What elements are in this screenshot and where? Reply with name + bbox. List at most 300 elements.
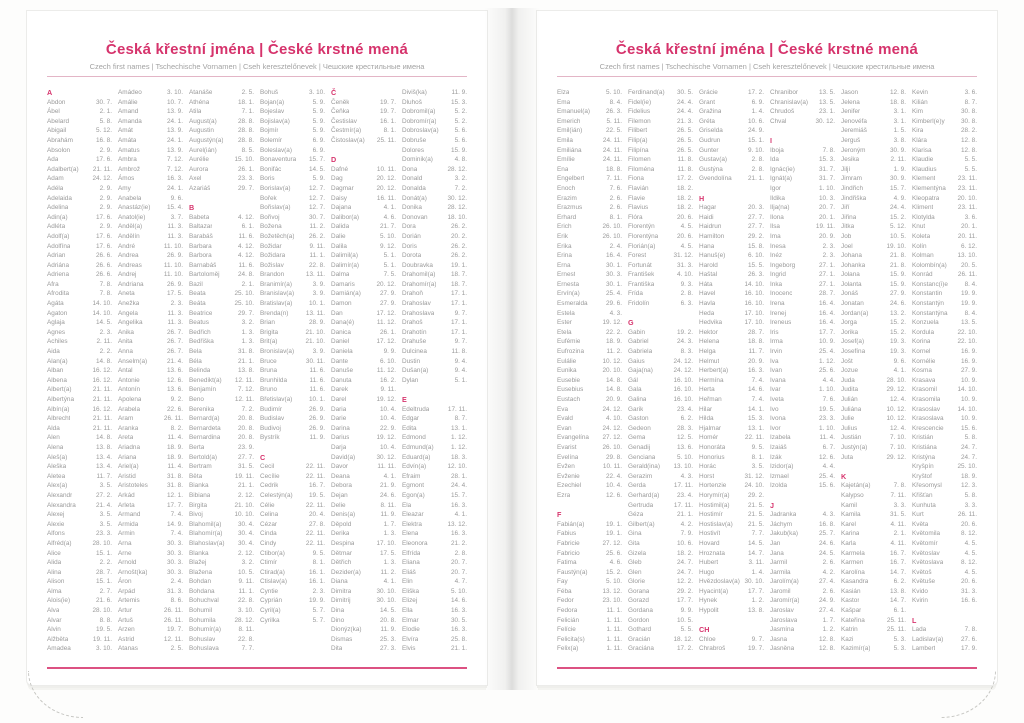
name-day-date: 9. 6. [893,357,906,365]
name-entry [841,414,906,424]
name-day-date: 10. 9. [961,415,977,423]
name-entry [189,453,254,463]
name-day-date: 26. 1. [238,165,254,173]
name-day-date: 29. 8. [606,453,622,461]
given-name: Diana [331,578,348,586]
name-day-date: 9. 9. [383,348,396,356]
name-entry [770,357,835,367]
name-entry [841,318,906,328]
name-day-date: 9. 11. [238,578,254,586]
name-day-date: 4. 4. [822,463,835,471]
name-day-date: 4. 1. [454,511,467,519]
given-name: Bohdan [189,578,212,586]
given-name: Ida [770,156,779,164]
name-day-date: 7. 11. [606,175,622,183]
name-day-date: 10. 5. [677,616,693,624]
name-entry [628,414,693,424]
given-name: Arzen [118,626,135,634]
given-name: Ferdinand(a) [628,89,665,96]
given-name: Areta [118,434,134,442]
name-day-date: 19. 1. [451,261,467,269]
name-day-date: 7. 12. [167,156,183,164]
given-name: Jošt [841,357,853,365]
name-day-date: 18. 9. [167,453,183,461]
given-name: Dante [331,357,349,365]
name-day-date: 2. 3. [822,242,835,250]
given-name: Fedor [557,597,574,605]
given-name: Boleslav(a) [260,146,292,154]
name-day-date: 3. 2. [454,175,467,183]
name-day-date: 5. 9. [312,108,325,116]
name-day-date: 26. 6. [96,271,112,279]
name-entry [557,472,622,482]
name-day-date: 27. 12. [602,434,622,442]
name-entry [189,433,254,443]
given-name: Bohdana [189,587,215,595]
name-entry [331,539,396,549]
given-name: Heřman [699,396,722,403]
name-entry [402,424,467,434]
name-entry [47,395,112,405]
names-column [912,88,977,654]
given-name: Klarisa [912,146,932,154]
name-entry [47,203,112,213]
name-day-date: 26. 9. [167,280,183,288]
name-entry [260,184,325,194]
left-page [26,10,488,686]
name-entry [118,194,183,204]
name-day-date: 30. 4. [238,539,254,547]
given-name: Amanda [118,117,142,125]
given-name: Hagar [699,204,717,212]
given-name: Jasna [770,635,788,643]
name-day-date: 20. 8. [238,434,254,442]
given-name: Konrád [912,271,933,279]
given-name: Albena [47,376,67,384]
name-entry [699,155,764,165]
name-day-date: 3. 9. [312,280,325,288]
name-day-date: 30. 12. [815,117,835,125]
given-name: Gorazd [628,597,649,605]
name-entry [260,222,325,232]
name-day-date: 25. 4. [819,472,835,480]
name-entry [47,376,112,386]
name-entry [118,539,183,549]
name-entry [47,625,112,635]
name-entry [628,222,693,232]
given-name: Diviš(ka) [402,89,427,96]
name-entry [628,616,693,626]
given-name: Aletea [47,472,66,480]
name-day-date: 31. 12. [673,252,693,260]
name-day-date: 26. 2. [451,223,467,231]
name-entry [770,644,835,654]
given-name: Axel [189,175,202,183]
given-name: Amy [118,184,131,192]
name-day-date: 24. 5. [819,549,835,557]
name-day-date: 23. 9. [238,443,254,451]
given-name: Dobroslav(a) [402,127,439,135]
given-name: Flóra [628,213,643,221]
name-entry [557,242,622,252]
name-day-date: 2. 11. [890,156,906,164]
name-entry [189,88,254,98]
name-entry [841,625,906,635]
name-day-date: 19. 1. [606,530,622,538]
name-entry [47,472,112,482]
name-day-date: 16. 4. [819,319,835,327]
given-name: Fabricio [557,549,580,557]
name-day-date: 19. 7. [380,98,396,106]
name-day-date: 27. 6. [961,635,977,643]
name-day-date: 4. 6. [383,213,396,221]
given-name: Horst [699,472,715,480]
name-day-date: 5. 8. [964,434,977,442]
name-day-date: 18. 2. [677,204,693,212]
name-day-date: 15. 8. [748,242,764,250]
name-entry [912,299,977,309]
name-entry [47,616,112,626]
name-day-date: 7. 9. [680,530,693,538]
name-entry [841,280,906,290]
name-day-date: 16. 12. [92,405,112,413]
given-name: Erazmus [557,204,583,212]
given-name: Bruna [260,367,278,375]
given-name: Květa [912,520,929,528]
name-day-date: 22. 10. [957,328,977,336]
section-letter: H [699,193,705,203]
given-name: Filibert [628,127,648,135]
given-name: Haidrun [699,223,722,231]
name-entry [402,203,467,213]
given-name: Inocenc [770,290,793,298]
given-name: Flavie [628,194,646,202]
name-entry [841,88,906,98]
given-name: Dajana [331,204,352,212]
name-entry [189,136,254,146]
name-entry [699,213,764,223]
name-entry [628,568,693,578]
name-day-date: 6. 2. [893,578,906,586]
given-name: Budivoj [260,424,281,432]
given-name: Evelína [557,453,579,461]
name-day-date: 20. 8. [238,415,254,423]
given-name: Fedora [557,607,578,615]
name-entry [118,203,183,213]
name-day-date: 5. 9. [312,175,325,183]
name-day-date: 14. 7. [890,568,906,576]
given-name: Aristoteles [118,482,148,490]
given-name: Jesika [841,156,860,164]
name-day-date: 2. 8. [680,290,693,298]
name-entry [628,203,693,213]
name-day-date: 4. 5. [964,568,977,576]
given-name: Edgar [402,415,420,423]
name-day-date: 2. 1. [893,530,906,538]
name-entry [47,289,112,299]
name-entry [189,184,254,194]
name-day-date: 11. 9. [380,511,396,519]
given-name: Dalimír(a) [331,261,360,269]
section-letter: Č [331,88,337,97]
name-day-date: 27. 12. [602,539,622,547]
name-entry [118,549,183,559]
name-entry [331,414,396,424]
name-day-date: 19. 1. [606,520,622,528]
name-entry [699,539,764,549]
given-name: Gabin [628,328,646,336]
given-name: Alice [47,549,61,557]
given-name: Jindřiška [841,194,867,202]
given-name: Karel [841,520,856,528]
name-day-date: 12. 6. [167,376,183,384]
name-entry [912,405,977,415]
name-day-date: 27. 9. [890,290,906,298]
name-entry [47,453,112,463]
section-letter: L [912,615,917,625]
given-name: Kosma [912,367,932,375]
given-name: Jordan(a) [841,309,869,317]
name-entry [189,242,254,252]
name-entry [841,395,906,405]
given-name: Aneta [118,290,135,298]
given-name: Alexie [47,520,65,528]
given-name: Hypolit [699,607,719,615]
given-name: Darel [331,396,347,403]
name-entry [118,309,183,319]
name-entry [912,328,977,338]
name-entry [912,146,977,156]
name-day-date: 22. 11. [305,501,325,509]
given-name: Karla [841,539,856,547]
name-day-date: 24. 1. [167,136,183,144]
name-day-date: 26. 10. [602,223,622,231]
name-day-date: 15. 4. [167,204,183,212]
given-name: Arabela [118,405,141,413]
name-entry [260,558,325,568]
name-day-date: 24. 8. [238,271,254,279]
name-entry [331,251,396,261]
given-name: Cézar [260,520,278,528]
name-day-date: 30. 3. [606,271,622,279]
name-day-date: 1. 7. [383,520,396,528]
name-entry [331,635,396,645]
name-day-date: 4. 5. [964,549,977,557]
name-day-date: 26. 11. [163,607,183,615]
given-name: Filomen [628,156,651,164]
name-entry [770,424,835,434]
name-entry [402,232,467,242]
name-entry [628,462,693,472]
name-day-date: 8. 3. [680,348,693,356]
given-name: Dalimil(a) [331,252,358,260]
name-entry [260,280,325,290]
name-day-date: 17. 6. [96,232,112,240]
name-entry [331,625,396,635]
given-name: Kasián [841,587,861,595]
section-letter: E [402,395,407,404]
name-day-date: 21. 1. [238,482,254,490]
name-day-date: 14. 7. [748,549,764,557]
name-day-date: 4. 2. [680,520,693,528]
name-day-date: 24. 7. [677,559,693,567]
given-name: Brunhilda [260,376,288,384]
given-name: Arne [118,549,132,557]
name-entry [628,146,693,156]
given-name: Ima [770,232,781,240]
name-day-date: 5. 10. [451,587,467,595]
name-entry [47,155,112,165]
name-day-date: 17. 6. [96,213,112,221]
name-day-date: 10. 7. [167,98,183,106]
name-day-date: 28. 2. [961,127,977,135]
name-day-date: 5. 10. [380,232,396,240]
name-day-date: 26. 9. [309,424,325,432]
given-name: Hyacint(a) [699,587,729,595]
name-entry [402,625,467,635]
name-day-date: 25. 11. [886,626,906,634]
given-name: Gordana [628,607,653,615]
name-entry [699,280,764,290]
name-entry [189,491,254,501]
name-day-date: 5. 10. [606,89,622,96]
name-entry [841,501,906,511]
given-name: Antonie [118,376,140,384]
given-name: Ena [557,165,569,173]
given-name: Elizej [402,597,418,605]
name-entry [699,453,764,463]
name-entry [841,366,906,376]
name-day-date: 26. 10. [602,232,622,240]
name-entry [118,366,183,376]
name-entry [189,558,254,568]
section-letter: C [260,452,266,462]
name-entry [770,433,835,443]
name-day-date: 27. 4. [819,607,835,615]
name-entry [628,88,693,98]
given-name: Eulálie [557,357,577,365]
given-name: Čeňka [331,108,350,116]
given-name: Edmond [402,434,426,442]
given-name: Benjamín [189,386,216,394]
right-page [536,10,998,686]
given-name: Damián(a) [331,290,361,298]
given-name: Eva [557,405,569,413]
section-spacer [770,126,835,136]
page-header [27,11,487,77]
name-entry [557,558,622,568]
name-day-date: 16. 12. [92,367,112,375]
given-name: Klaudie [912,156,934,164]
given-name: Branislav(a) [260,290,295,298]
name-entry [841,481,906,491]
given-name: Havla [699,300,716,308]
name-entry [912,242,977,252]
given-name: Despina [331,539,355,547]
given-name: Elodie [402,626,420,634]
name-day-date: 31. 7. [819,175,835,183]
name-entry [699,558,764,568]
name-day-date: 2. 1. [241,280,254,288]
given-name: Antal [118,367,133,375]
name-entry [770,577,835,587]
given-name: Alfréd(a) [47,539,72,547]
given-name: Herta [699,386,715,394]
name-day-date: 31. 8. [238,348,254,356]
given-name: Dana(é) [331,319,355,327]
name-entry [699,126,764,136]
name-day-date: 30. 3. [167,539,183,547]
name-day-date: 16. 10. [744,290,764,298]
given-name: Čestislav [331,117,357,125]
name-entry [770,366,835,376]
given-name: Horymír(a) [699,491,730,499]
given-name: Eustach [557,396,581,403]
name-day-date: 29. 12. [886,453,906,461]
name-entry [912,395,977,405]
name-entry [118,136,183,146]
given-name: Homér [699,434,719,442]
name-entry [912,462,977,472]
given-name: Cyntie [260,587,279,595]
given-name: Jaroslava [770,616,798,624]
name-entry [912,644,977,654]
given-name: Izmael [770,472,789,480]
name-entry [557,424,622,434]
given-name: Alison [47,578,65,586]
name-entry [841,577,906,587]
name-day-date: 5. 6. [454,127,467,135]
name-entry [260,549,325,559]
given-name: Ignát(a) [770,175,793,183]
given-name: Alda [47,424,60,432]
name-entry [770,385,835,395]
name-day-date: 9. 11. [380,386,396,394]
given-name: Jan [770,539,781,547]
name-day-date: 12. 7. [309,194,325,202]
name-entry [557,318,622,328]
name-day-date: 1. 9. [893,165,906,173]
name-entry [402,165,467,175]
name-entry [189,625,254,635]
name-entry [260,539,325,549]
given-name: Alban [47,367,64,375]
given-name: Erik [557,232,569,240]
given-name: Iveta [770,396,784,403]
given-name: Dobromil(a) [402,108,436,116]
name-day-date: 24. 7. [677,568,693,576]
name-entry [260,520,325,530]
name-entry [770,414,835,424]
name-entry [402,443,467,453]
name-entry [189,635,254,645]
name-day-date: 2. 3. [99,328,112,336]
given-name: Katrin [841,626,858,634]
given-name: Florián(a) [628,242,656,250]
given-name: Gracián [628,635,651,643]
name-day-date: 5. 3. [893,645,906,653]
given-name: Dorián [402,232,421,240]
name-entry [628,558,693,568]
given-name: Féba [557,587,572,595]
name-day-date: 13. 9. [167,127,183,135]
name-entry [47,424,112,434]
name-day-date: 1. 10. [819,184,835,192]
given-name: Ingrid [770,271,786,279]
bottom-rule [557,667,977,669]
name-day-date: 16. 7. [890,559,906,567]
name-day-date: 12. 5. [677,434,693,442]
